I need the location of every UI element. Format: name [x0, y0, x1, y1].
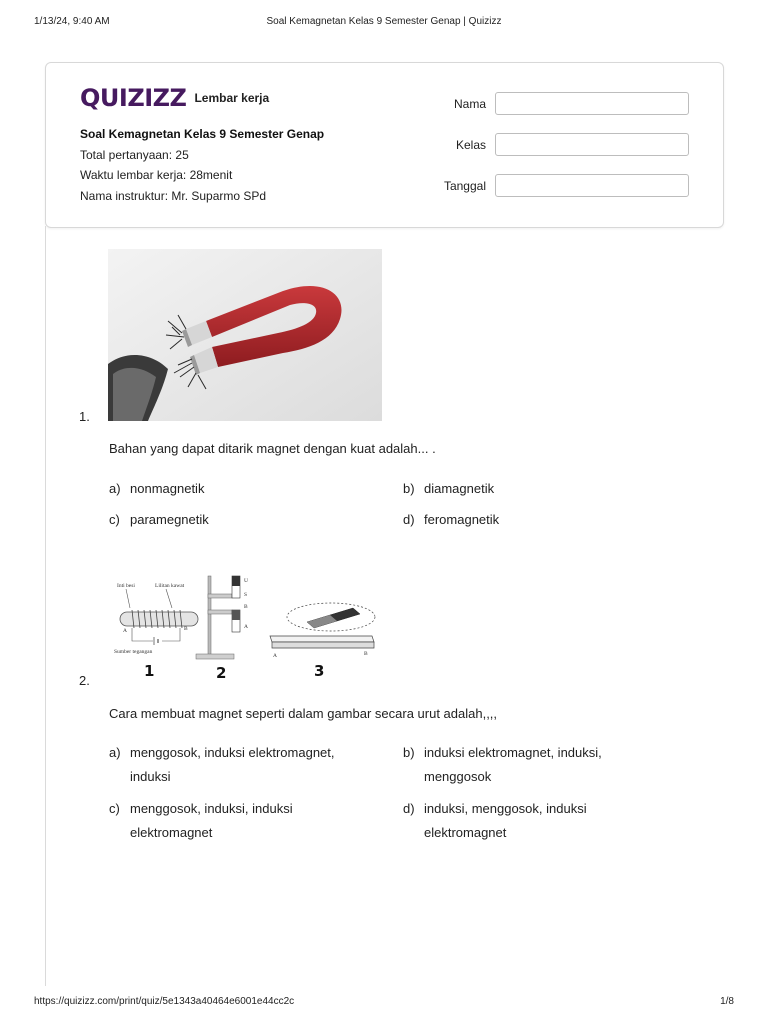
- magnet-making-methods-figure: [108, 574, 388, 682]
- logo-subtitle: Lembar kerja: [194, 91, 270, 105]
- option-text: nonmagnetik: [130, 481, 205, 496]
- label-a-3: A: [273, 653, 277, 659]
- option-a: [109, 477, 379, 501]
- option-letter: c): [109, 512, 120, 527]
- class-field[interactable]: [495, 133, 689, 156]
- option-d: [403, 797, 653, 845]
- option-letter: c): [109, 801, 120, 816]
- option-letter: a): [109, 745, 121, 760]
- page-number: 1/8: [720, 996, 734, 1007]
- option-b: [403, 477, 653, 501]
- option-c: [109, 508, 379, 532]
- rubbing-diagram: [270, 603, 375, 659]
- total-questions: Total pertanyaan: 25: [80, 148, 189, 162]
- option-text-line-2: induksi: [130, 769, 171, 784]
- label-b-3: B: [364, 651, 368, 657]
- label-b-2: B: [244, 604, 248, 610]
- horseshoe-magnet-image: [108, 249, 382, 421]
- question-number: 2.: [79, 673, 90, 688]
- option-a: [109, 741, 379, 789]
- date-field[interactable]: [495, 174, 689, 197]
- worksheet-time: Waktu lembar kerja: 28menit: [80, 168, 233, 182]
- label-sumber-tegangan: Sumber tegangan: [114, 649, 153, 655]
- option-letter: d): [403, 801, 415, 816]
- option-letter: b): [403, 481, 415, 496]
- option-text-line-2: elektromagnet: [130, 825, 213, 840]
- figure-number-3: 3: [314, 662, 325, 680]
- class-label: Kelas: [455, 138, 486, 152]
- option-text-line-1: menggosok, induksi, induksi: [130, 801, 293, 816]
- instructor-name: Nama instruktur: Mr. Suparmo SPd: [80, 189, 267, 203]
- date-label: Tanggal: [443, 179, 486, 193]
- content-left-rule: [45, 226, 46, 986]
- quiz-title: Soal Kemagnetan Kelas 9 Semester Genap: [80, 127, 325, 141]
- question-number: 1.: [79, 409, 90, 424]
- label-inti-besi: Inti besi: [117, 583, 135, 589]
- question-text: Cara membuat magnet seperti dalam gambar secara urut adalah,,,,: [109, 706, 498, 721]
- worksheet-header-card: [45, 62, 724, 228]
- induction-diagram: [196, 576, 248, 659]
- option-text: paramegnetik: [130, 512, 209, 527]
- label-lilitan-kawat: Lilitan kawat: [155, 583, 185, 589]
- option-letter: b): [403, 745, 415, 760]
- option-text: feromagnetik: [424, 512, 500, 527]
- option-text-line-2: elektromagnet: [424, 825, 507, 840]
- print-url: https://quizizz.com/print/quiz/5e1343a40464e6001e44cc2c: [34, 996, 295, 1007]
- figure-number-1: 1: [144, 662, 155, 680]
- name-label: Nama: [453, 97, 486, 111]
- quizizz-logo: [80, 83, 269, 113]
- option-text-line-2: menggosok: [424, 769, 492, 784]
- figure-number-2: 2: [216, 664, 227, 682]
- option-c: [109, 797, 379, 845]
- label-a-1: A: [123, 628, 127, 634]
- option-b: [403, 741, 653, 789]
- print-header: [34, 16, 734, 30]
- option-letter: a): [109, 481, 121, 496]
- option-text-line-1: menggosok, induksi elektromagnet,: [130, 745, 335, 760]
- option-d: [403, 508, 653, 532]
- label-s: S: [244, 592, 248, 598]
- option-text: diamagnetik: [424, 481, 495, 496]
- option-letter: d): [403, 512, 415, 527]
- print-datetime: 1/13/24, 9:40 AM: [34, 16, 110, 27]
- option-text-line-1: induksi, menggosok, induksi: [424, 801, 587, 816]
- option-text-line-1: induksi elektromagnet, induksi,: [424, 745, 602, 760]
- label-b-1: B: [184, 626, 188, 632]
- electromagnet-diagram: [114, 583, 198, 655]
- question-text: Bahan yang dapat ditarik magnet dengan kuat adalah... .: [109, 441, 436, 456]
- label-u: U: [244, 578, 248, 584]
- name-field[interactable]: [495, 92, 689, 115]
- logo-wordmark: QUIZIZZ: [80, 84, 187, 112]
- label-a-2: A: [244, 624, 248, 630]
- print-page-title: Soal Kemagnetan Kelas 9 Semester Genap | Quizizz: [266, 16, 502, 27]
- print-footer: [34, 996, 734, 1010]
